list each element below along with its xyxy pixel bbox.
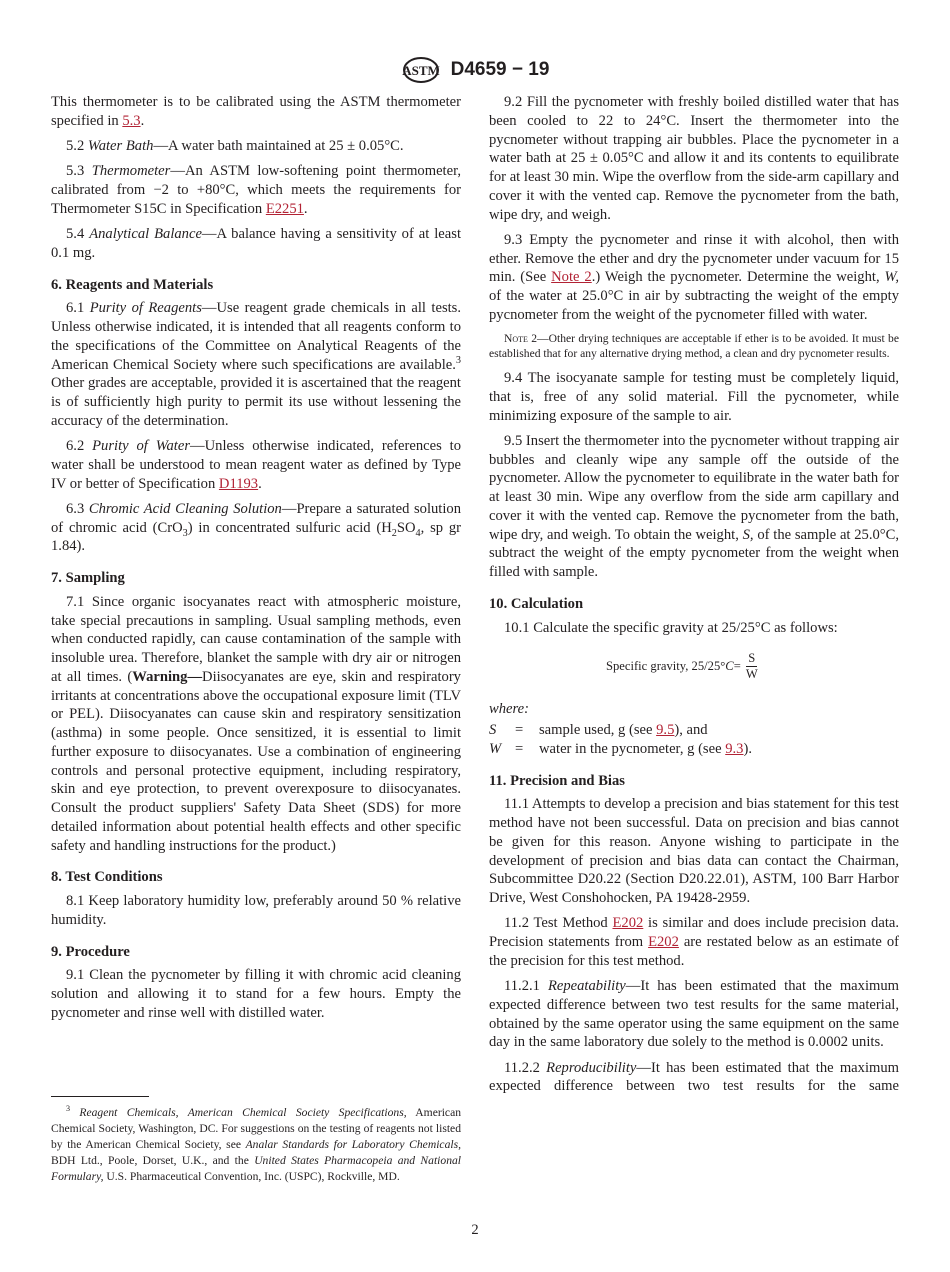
variable-definitions	[489, 721, 899, 759]
paragraph	[489, 432, 899, 582]
text-run: 2—Other drying techniques are acceptable if ether is to be avoided. It must be established that for any alternative drying method, a clean and dry pycnometer results.	[489, 332, 899, 360]
text-run: Purity of Water	[92, 438, 191, 454]
text-run: 8.1 Keep laboratory humidity low, preferably around 50 % relative humidity.	[51, 893, 461, 928]
text-run: sample used, g (see	[539, 722, 657, 738]
text-run: 3	[182, 527, 188, 539]
text-run: 6. Reagents and Materials	[51, 276, 214, 293]
text-run: W,	[884, 269, 899, 286]
text-run: water in the pycnometer, g (see	[539, 740, 726, 757]
text-run: Analytical Balance	[89, 226, 202, 242]
denominator: W	[745, 667, 758, 682]
text-run: 10.1 Calculate the specific gravity at 25/25°C as follows:	[504, 619, 838, 636]
document-id: D4659 − 19	[450, 59, 550, 80]
text-run: 9.5 Insert the thermometer into the pycnometer without trapping air bubbles and cleanly wipe any sample off the outside of the pycnometer. Allow the pycnometer to equilibrate in the water bath for at least 30 min. Wipe any overflow from the side arm capillary and cover it with the vented cap. Remove the pycnometer from the bath, wipe dry, and weigh. To obtain the weight,	[489, 432, 899, 543]
text-run: —Prepare a saturated solution of chromic acid (CrO	[51, 500, 461, 536]
text-run: 11.2 Test Method	[504, 915, 613, 932]
section-heading	[51, 868, 461, 887]
variable-symbol: W	[489, 740, 502, 757]
text-run: American Chemical Society, Washington, DC. For suggestions on the testing of reagents not listed by the American Chemical Society, see	[51, 1106, 462, 1151]
specific-gravity-equation	[489, 651, 899, 682]
section-heading	[51, 276, 461, 295]
text-run: Thermometer	[91, 163, 171, 180]
text-run: 4	[415, 527, 421, 539]
page-number: 2	[471, 1222, 479, 1238]
paragraph	[51, 137, 461, 156]
text-run: 9.2 Fill the pycnometer with freshly boiled distilled water that has been cooled to 22 to 24°C. Insert the thermometer into the pycnometer without trapping air bubbles. Place the pycnometer in a water bath at 25 ± 0.05°C and allow it and its contents to equilibrate for at least 30 min. Wipe the overflow from the side-arm capillary and cover it with the vented cap. Remove the pycnometer from the bath, wipe dry, and weigh.	[489, 94, 899, 223]
text-run: .	[303, 200, 308, 217]
where-label: where:	[489, 701, 529, 718]
paragraph	[489, 369, 899, 425]
text-run: of the water at 25.0°C in air by subtracting the weight of the empty pycnometer from the weight of the pycnometer filled with water.	[489, 288, 899, 323]
paragraph	[51, 437, 461, 493]
paragraph	[51, 162, 461, 218]
text-run: ) in concentrated sulfuric acid (H	[187, 519, 392, 536]
equation-unit: C	[725, 659, 734, 674]
text-run: 11.2.2	[504, 1059, 547, 1076]
cross-reference-link[interactable]: Note 2	[551, 269, 592, 286]
text-run	[70, 1106, 79, 1119]
equation-lhs: Specific gravity, 25/25°	[606, 659, 726, 674]
text-run: S,	[742, 526, 754, 543]
text-run: , sp gr 1.84).	[51, 519, 461, 555]
text-run: 5.4	[66, 226, 90, 242]
section-heading	[489, 772, 899, 791]
numerator: S	[748, 651, 756, 666]
section-heading	[51, 569, 461, 588]
text-run: BDH Ltd., Poole, Dorset, U.K., and the	[51, 1154, 255, 1167]
text-run: 6.1	[66, 300, 90, 317]
cross-reference-link[interactable]: E202	[648, 934, 679, 950]
text-run: Analar Standards for Laboratory Chemicals,	[245, 1138, 461, 1151]
text-run: is similar and does include precision data. Precision statements from	[489, 915, 900, 950]
text-run: Reagent Chemicals, American Chemical Society Specifications,	[79, 1106, 407, 1119]
text-run: .	[140, 112, 145, 129]
section-heading	[489, 595, 899, 614]
cross-reference-link[interactable]: 5.3	[122, 112, 141, 129]
text-run: Reproducibility	[546, 1059, 637, 1076]
text-run: Warning—	[132, 668, 203, 685]
paragraph	[489, 619, 899, 638]
text-run: .	[258, 475, 262, 492]
cross-reference-link[interactable]: D1193	[218, 475, 259, 492]
paragraph	[51, 93, 461, 131]
text-run: Chromic Acid Cleaning Solution	[88, 500, 282, 517]
text-run: Water Bath	[87, 138, 154, 154]
text-run: ).	[743, 740, 752, 757]
text-run: are restated below as an estimate of the precision for this test method.	[489, 934, 899, 969]
paragraph	[51, 500, 461, 556]
svg-text:ASTM: ASTM	[401, 63, 440, 78]
note	[489, 331, 899, 361]
text-run: ), and	[674, 722, 708, 738]
paragraph	[51, 299, 461, 430]
astm-logo	[401, 56, 441, 84]
paragraph	[489, 914, 899, 970]
cross-reference-link[interactable]: E2251	[265, 200, 304, 217]
text-run: 9. Procedure	[51, 943, 130, 960]
text-run: —An ASTM low-softening point thermometer, calibrated from −2 to +80°C, which meets the requirements for Thermometer S15C in Specification	[51, 163, 462, 217]
paragraph	[489, 795, 899, 908]
fraction	[746, 651, 758, 682]
section-heading	[51, 943, 461, 962]
text-run: —A balance having a sensitivity of at least 0.1 mg.	[51, 226, 461, 261]
text-run: 7.1 Since organic isocyanates react with atmospheric moisture, take special precautions in sampling. Usual sampling methods, even when conducted rapidly, can cause contamination of the sample with insoluble urea. Therefore, blanket the sample with dry air or nitrogen at all times. (	[51, 593, 461, 685]
text-run: —A water bath maintained at 25 ± 0.05°C.	[153, 138, 404, 154]
definition-row	[489, 740, 899, 759]
text-run: Diisocyanates are eye, skin and respiratory irritants at concentrations above the occupational exposure limit (TLV or PEL). Diisocyanates can cause skin and respiratory sensitization (asthma) in some people. Once sensitized, it is essential to limit further exposure to diisocyanates. Use a combination of engineering controls and personal protective equipment, including respiratory, skin and eye protection, to prevent overexposure to diisocyanates. Consult the product suppliers' Safety Data Sheet (SDS) for more detailed information about potential health effects and other specific safety and handling instructions for the product.)	[51, 668, 461, 854]
text-run: .) Weigh the pycnometer. Determine the weight,	[591, 269, 885, 286]
text-run: —It has been estimated that the maximum expected difference between two test results for the same	[489, 1059, 899, 1095]
paragraph	[489, 231, 899, 325]
text-run: 6.2	[66, 438, 93, 454]
paragraph	[51, 593, 461, 856]
variable-symbol: S	[489, 722, 497, 738]
text-run: 9.1 Clean the pycnometer by filling it with chromic acid cleaning solution and allowing it to stand for a few hours. Empty the pycnometer and rinse well with distilled water.	[51, 967, 461, 1021]
footnote	[51, 1105, 461, 1185]
text-run: 6.3	[66, 500, 89, 517]
cross-reference-link[interactable]: 9.3	[725, 740, 744, 757]
cross-reference-link[interactable]: 9.5	[656, 722, 675, 738]
page-header	[0, 56, 950, 84]
text-run: 2	[391, 527, 397, 539]
equation-equals: =	[733, 659, 741, 674]
paragraph	[51, 892, 461, 930]
text-run: Purity of Reagents	[89, 300, 202, 317]
footnote-divider	[51, 1096, 149, 1097]
equals-sign: =	[515, 722, 524, 738]
footnote-marker: 3	[66, 1104, 71, 1114]
text-run: —Unless otherwise indicated, references to water shall be understood to mean reagent water as defined by Type IV or better of Specification	[51, 438, 462, 492]
paragraph	[489, 93, 899, 224]
text-run: —It has been estimated that the maximum expected difference between two test results for the same material, obtained by the same operator using the same equipment on the same day in the same laboratory due solely to the method is 0.0002 units.	[489, 978, 900, 1051]
paragraph	[489, 977, 899, 1052]
right-column	[489, 93, 899, 1103]
text-run: of the sample at 25.0°C, subtract the weight of the empty pycnometer from the weight when filled with sample.	[489, 526, 900, 580]
text-run: 11.2.1	[504, 978, 548, 994]
definition-text	[539, 721, 708, 740]
paragraph	[51, 225, 461, 263]
text-run: 5.3	[66, 163, 92, 180]
footnote-marker: 3	[455, 354, 461, 366]
cross-reference-link[interactable]: E202	[612, 915, 644, 932]
text-run: Other grades are acceptable, provided it is ascertained that the reagent is of sufficiently high purity to permit its use without lessening the accuracy of the determination.	[51, 375, 461, 429]
text-run: 5.2	[66, 138, 88, 154]
text-run: SO	[396, 519, 416, 536]
definition-text	[539, 740, 752, 759]
paragraph	[51, 966, 461, 1022]
paragraph	[489, 1059, 899, 1097]
text-run: This thermometer is to be calibrated using the ASTM thermometer specified in	[51, 94, 461, 129]
text-run: 11. Precision and Bias	[489, 772, 625, 789]
text-run: 9.3 Empty the pycnometer and rinse it with alcohol, then with ether. Remove the ether and dry the pycnometer under vacuum for 15 min. (See	[489, 231, 899, 286]
definition-row	[489, 721, 899, 740]
text-run: Note	[504, 332, 528, 345]
text-run: 9.4 The isocyanate sample for testing must be completely liquid, that is, free of any solid material. Fill the pycnometer, while minimizing exposure of the sample to air.	[489, 370, 899, 424]
text-run: U.S. Pharmaceutical Convention, Inc. (USPC), Rockville, MD.	[103, 1170, 400, 1183]
left-column	[51, 93, 461, 1029]
text-run: 10. Calculation	[489, 595, 584, 612]
text-run: 11.1 Attempts to develop a precision and bias statement for this test method have not been successful. Data on precision and bias cannot be given for this reason. Anyone wishing to participate in the development of precision and bias data can contact the Chairman, Subcommittee D20.22 (Section D20.22.01), ASTM, 100 Barr Harbor Drive, West Conshohocken, PA 19428-2959.	[489, 796, 899, 906]
text-run: 8. Test Conditions	[51, 869, 163, 886]
text-run: 7. Sampling	[51, 570, 125, 586]
text-run: Repeatability	[547, 978, 626, 994]
equals-sign: =	[515, 740, 524, 757]
text-run: —Use reagent grade chemicals in all tests. Unless otherwise indicated, it is intended that all reagents conform to the specifications of the Committee on Analytical Reagents of the American Chemical Society where such specifications are available.	[51, 300, 462, 373]
text-run: United States Pharmacopeia and National Formulary,	[51, 1154, 462, 1183]
